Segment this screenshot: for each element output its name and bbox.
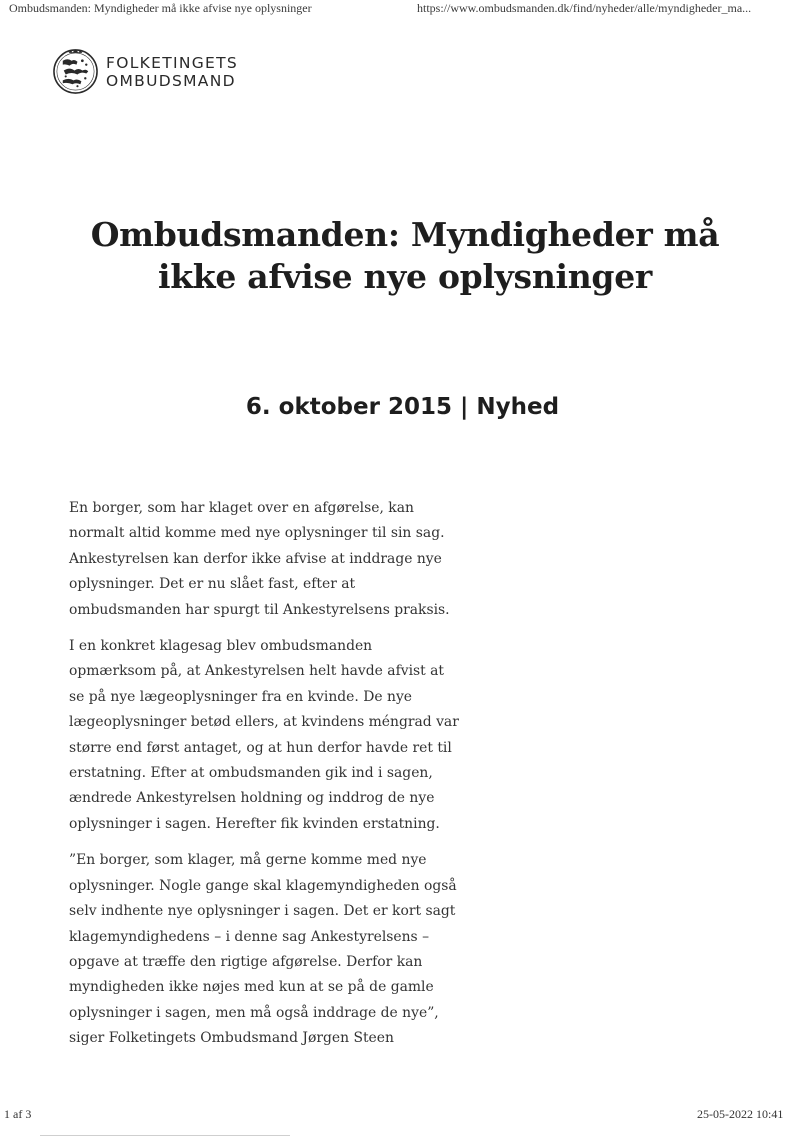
paragraph-2: I en konkret klagesag blev ombudsmanden opmærksom på, at Ankestyrelsen helt havde afvist at se på nye lægeoplysninger fra en kvinde. De nye lægeoplysninger betød ellers, at kvindens méngrad var større end først antaget, og at hun derfor havde ret til erstatning. Efter at ombudsmanden gik ind i sagen, ændrede Ankestyrelsen holdning og inddrog de nye oplysninger i sagen. Herefter fik kvinden erstatning. <box>69 638 459 832</box>
site-logo[interactable] <box>52 48 238 95</box>
logo-line-2: OMBUDSMAND <box>106 71 236 90</box>
print-header-url[interactable]: https://www.ombudsmanden.dk/find/nyheder/alle/myndigheder_ma... <box>417 1 752 15</box>
scan-artifact-line <box>40 1135 290 1136</box>
article-title <box>60 214 750 298</box>
paragraph-1: En borger, som har klaget over en afgørelse, kan normalt altid komme med nye oplysninger til sin sag. Ankestyrelsen kan derfor ikke afvise at inddrage nye oplysninger. Det er nu slået fast, efter at ombudsmanden har spurgt til Ankestyrelsens praksis. <box>69 500 450 618</box>
print-header-title: Ombudsmanden: Myndigheder må ikke afvise nye oplysninger <box>9 1 312 15</box>
logo-line-1: FOLKETINGETS <box>106 53 239 72</box>
paragraph-3: ”En borger, som klager, må gerne komme med nye oplysninger. Nogle gange skal klagemyndigheden også selv indhente nye oplysninger i sagen. Det er kort sagt klagemyndighedens – i denne sag Ankestyrelsens – opgave at træffe den rigtige afgørelse. Derfor kan myndigheden ikke nøjes med kun at se på de gamle oplysninger i sagen, men må også inddrage de nye”, siger Folketingets Ombudsmand Jørgen Steen <box>69 852 457 1047</box>
coat-of-arms-icon <box>52 48 99 95</box>
article-body <box>69 496 461 1063</box>
article-meta: 6. oktober 2015 | Nyhed <box>245 394 560 420</box>
print-page-number: 1 af 3 <box>4 1107 32 1121</box>
title-line-2: ikke afvise nye oplysninger <box>157 257 652 296</box>
print-datetime: 25-05-2022 10:41 <box>697 1107 784 1121</box>
title-line-1: Ombudsmanden: Myndigheder må <box>90 215 720 254</box>
